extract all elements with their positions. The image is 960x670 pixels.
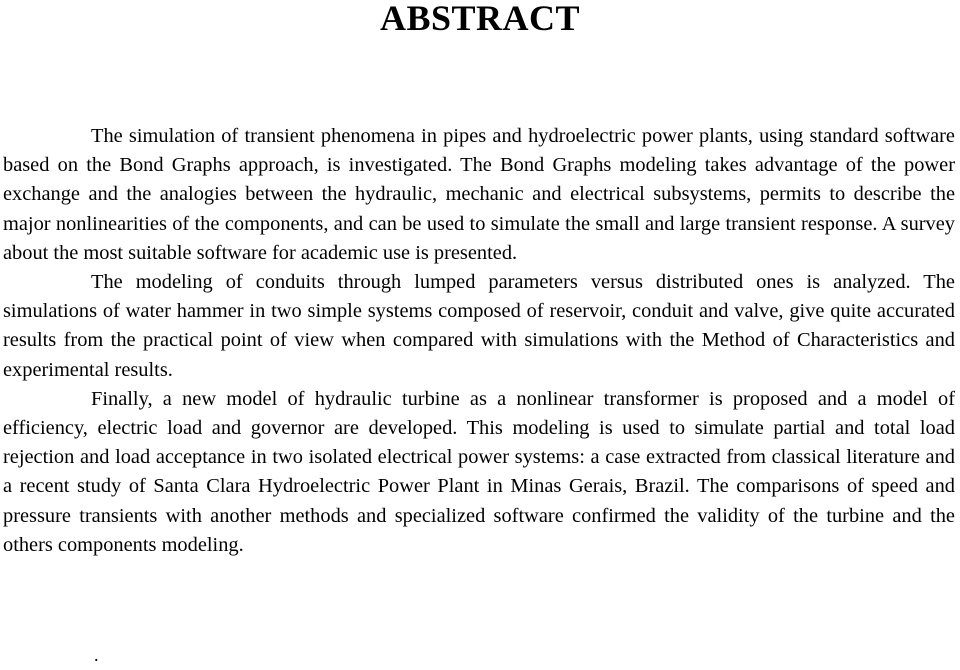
abstract-title: ABSTRACT: [379, 0, 581, 38]
abstract-paragraph-3: Finally, a new model of hydraulic turbine as a nonlinear transformer is proposed and a model of efficiency, electric load and governor are developed. This modeling is used to simulate partial and total load rejection and load acceptance in two isolated electrical power systems: a case extracted from classical literature and a recent study of Santa Clara Hydroelectric Power Plant in Minas Gerais, Brazil. The comparisons of speed and pressure transients with another methods and specialized software confirmed the validity of the turbine and the others components modeling.: [3, 387, 955, 556]
abstract-body: [3, 122, 955, 560]
trailing-period: .: [94, 645, 99, 665]
abstract-paragraph-1: The simulation of transient phenomena in pipes and hydroelectric power plants, using standard software based on the Bond Graphs approach, is investigated. The Bond Graphs modeling takes advantage of the power exchange and the analogies between the hydraulic, mechanic and electrical subsystems, permits to describe the major nonlinearities of the components, and can be used to simulate the small and large transient response. A survey about the most suitable software for academic use is presented.: [3, 125, 955, 264]
abstract-paragraph-2: The modeling of conduits through lumped parameters versus distributed ones is analyzed. The simulations of water hammer in two simple systems composed of reservoir, conduit and valve, give quite accurated results from the practical point of view when compared with simulations with the Method of Characteristics and experimental results.: [3, 271, 955, 381]
